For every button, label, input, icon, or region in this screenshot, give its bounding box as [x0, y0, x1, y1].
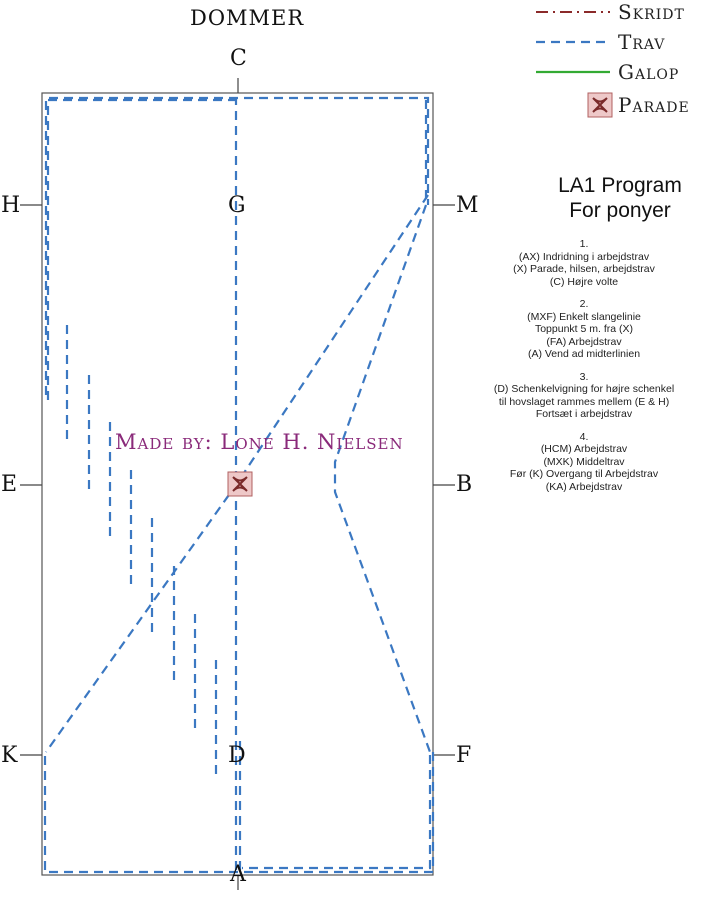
program-section-2 [440, 298, 728, 361]
marker-letter-c: C [230, 46, 248, 71]
path-volte [48, 100, 240, 400]
section-line: (D) Schenkelvigning for højre schenkel [493, 383, 675, 395]
legend-label-parade: Parade [618, 93, 690, 117]
maker-credit: Made by: Lone H. Nielsen [115, 430, 404, 454]
program-section-1 [440, 238, 728, 288]
legend-parade-icon [588, 93, 612, 117]
marker-letter-a: A [230, 862, 247, 887]
section-line: (FA) Arbejdstrav [546, 335, 622, 348]
marker-letter-e: E [1, 472, 19, 497]
legend-samples [536, 12, 612, 117]
judge-label: DOMMER [190, 6, 305, 30]
path-fa [242, 755, 430, 868]
program-section-4 [440, 430, 728, 497]
marker-letter-m: M [456, 193, 480, 218]
section-line: Toppunkt 5 m. fra (X) [534, 323, 634, 335]
section-line: Før (K) Overgang til Arbejdstrav [509, 468, 659, 480]
marker-letter-b: B [456, 472, 474, 497]
section-number: 2. [579, 298, 589, 310]
section-line: til hovslaget rammes mellem (E & H) [498, 395, 670, 408]
legend-label-skridt: Skridt [618, 0, 685, 24]
section-line: (KA) Arbejdstrav [545, 480, 623, 493]
section-line: (MXF) Enkelt slangelinie [527, 310, 641, 323]
section-line: Fortsæt i arbejdstrav [535, 408, 633, 420]
legend-label-trav: Trav [618, 30, 666, 54]
section-line: (X) Parade, hilsen, arbejdstrav [513, 263, 655, 275]
section-line: (HCM) Arbejdstrav [540, 443, 628, 455]
program-subtitle: For ponyer [569, 199, 671, 222]
section-line: (AX) Indridning i arbejdstrav [518, 250, 650, 263]
legend-label-galop: Galop [618, 60, 680, 84]
section-number: 4. [579, 430, 589, 443]
program-title: LA1 Program [558, 174, 682, 197]
section-number: 1. [579, 238, 589, 250]
parade-icon [228, 472, 252, 496]
marker-letter-k: K [1, 743, 19, 768]
program-steps [440, 238, 728, 503]
marker-letter-d: D [228, 743, 247, 768]
marker-letter-f: F [456, 743, 473, 768]
section-line: (MXK) Middeltrav [543, 455, 625, 468]
section-line: (C) Højre volte [549, 275, 619, 288]
path-serpentine [335, 100, 430, 752]
marker-letter-g: G [228, 193, 247, 218]
program-section-3 [440, 371, 728, 421]
section-number: 3. [579, 370, 589, 383]
marker-letter-h: H [1, 193, 22, 218]
section-line: (A) Vend ad midterlinien [527, 348, 641, 360]
